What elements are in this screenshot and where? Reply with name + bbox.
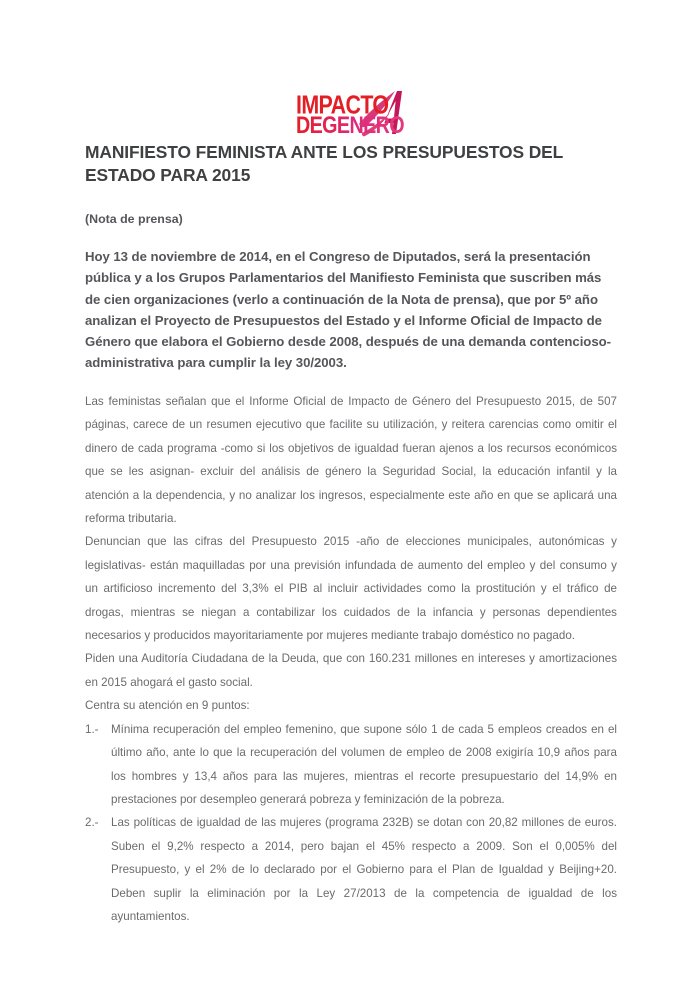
logo-text-impacto: IMPACTO bbox=[296, 90, 389, 121]
page-title: MANIFIESTO FEMINISTA ANTE LOS PRESUPUESTOS DEL ESTADO PARA 2015 bbox=[85, 142, 563, 185]
document-content bbox=[85, 141, 617, 928]
list-intro-text: Centra su atención en 9 puntos: bbox=[85, 699, 250, 713]
logo-svg bbox=[296, 84, 446, 142]
list-item-text: Las políticas de igualdad de las mujeres (programa 232B) se dotan con 20,82 millones de euros. Suben el 9,2% respecto a 2014, pero bajan el 45% respecto a 2009. Son el 0,005% del Presupuesto, y el 2% de lo declarado por el Gobierno para el Plan de Igualdad y Beijing+20. Deben suplir la eliminación por la Ley 27/2013 de la competencia de igualdad de los ayuntamientos. bbox=[111, 816, 617, 923]
intro-paragraph: Hoy 13 de noviembre de 2014, en el Congreso de Diputados, será la presentación pública y a los Grupos Parlamentarios del Manifiesto Feminista que suscriben más de cien organizaciones (verlo a continuación de la Nota de prensa), que por 5º año analizan el Proyecto de Presupuestos del Estado y el Informe Oficial de Impacto de Género que elabora el Gobierno desde 2008, después de una demanda contencioso-administrativa para cumplir la ley 30/2003. bbox=[85, 249, 611, 370]
body-paragraph-2: Denuncian que las cifras del Presupuesto 2015 -año de elecciones municipales, autonómicas y legislativas- están maquilladas por una previsión infundada de aumento del empleo y del consumo y un artificioso incremento del 3,3% el PIB al incluir actividades como la prostitución y el tráfico de drogas, mientras se niegan a contabilizar los cuidados de la infancia y personas dependientes necesarios y producidos mayoritariamente por mujeres mediante trabajo doméstico no pagado. bbox=[85, 535, 617, 643]
list-item-marker: 1.- bbox=[85, 722, 99, 736]
subtitle-nota-de-prensa: (Nota de prensa) bbox=[85, 212, 183, 227]
body-section bbox=[85, 373, 617, 928]
list-item-text: Mínima recuperación del empleo femenino, que supone sólo 1 de cada 5 empleos creados en el último año, ante lo que la recuperación del volumen de empleo de 2008 exigiría 10,9 años para los hombres y 13,4 años para las mujeres, mientras el recorte presupuestario del 14,9% en prestaciones por desempleo generará pobreza y feminización de la pobreza. bbox=[111, 722, 617, 806]
list-item bbox=[85, 811, 617, 928]
logo-text-degenero: DEGENERO bbox=[296, 111, 405, 139]
numbered-points-list bbox=[85, 718, 617, 929]
body-paragraph-1: Las feministas señalan que el Informe Oficial de Impacto de Género del Presupuesto 2015, de 507 páginas, carece de un resumen ejecutivo que facilite su utilización, y reitera carencias como omitir el dinero de cada programa -como si los objetivos de igualdad fueran ajenos a los recursos económicos que se les asignan- excluir del análisis de género la Seguridad Social, la educación infantil y la atención a la dependencia, y no analizar los ingresos, especialmente este año en que se aplicará una reforma tributaria. bbox=[85, 395, 617, 526]
impacto-de-genero-logo bbox=[296, 84, 446, 142]
body-paragraph-3: Piden una Auditoría Ciudadana de la Deuda, que con 160.231 millones en intereses y amortizaciones en 2015 ahogará el gasto social. bbox=[85, 652, 617, 689]
list-item-marker: 2.- bbox=[85, 816, 99, 830]
list-item bbox=[85, 718, 617, 812]
